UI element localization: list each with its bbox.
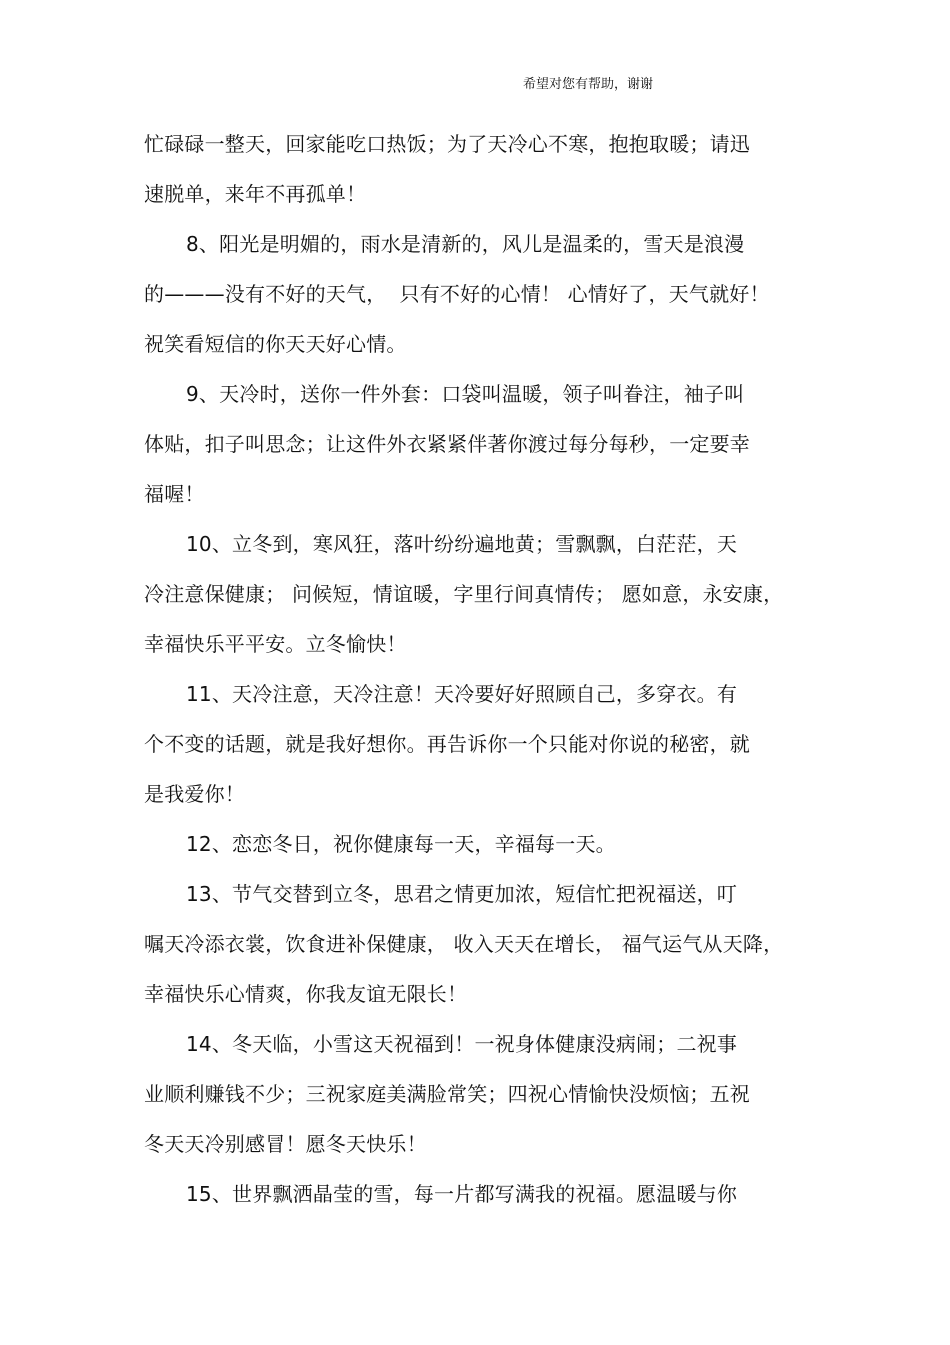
- paragraph-8-start: 8、阳光是明媚的，雨水是清新的，风儿是温柔的，雪天是浪漫: [186, 232, 745, 256]
- text-line: 速脱单，来年不再孤单！: [144, 182, 367, 206]
- text-line: 是我爱你！: [144, 782, 245, 806]
- paragraph-15-start: 15、世界飘洒晶莹的雪，每一片都写满我的祝福。愿温暖与你: [186, 1182, 738, 1206]
- paragraph-14-start: 14、冬天临，小雪这天祝福到！一祝身体健康没病闹；二祝事: [186, 1032, 738, 1056]
- paragraph-11-start: 11、天冷注意，天冷注意！天冷要好好照顾自己，多穿衣。有: [186, 682, 738, 706]
- text-line: 忙碌碌一整天，回家能吃口热饭；为了天冷心不寒，抱抱取暖；请迅: [144, 132, 750, 156]
- text-line: 福喔！: [144, 482, 205, 506]
- text-line: 的———没有不好的天气， 只有不好的心情！ 心情好了，天气就好！: [144, 282, 770, 306]
- text-line: 冬天天冷别感冒！愿冬天快乐！: [144, 1132, 427, 1156]
- text-line: 个不变的话题，就是我好想你。再告诉你一个只能对你说的秘密，就: [144, 732, 750, 756]
- text-line: 幸福快乐心情爽，你我友谊无限长！: [144, 982, 468, 1006]
- paragraph-13-start: 13、节气交替到立冬，思君之情更加浓，短信忙把祝福送，叮: [186, 882, 738, 906]
- paragraph-12: 12、恋恋冬日，祝你健康每一天，辛福每一天。: [186, 832, 616, 856]
- text-line: 嘱天冷添衣裳，饮食进补保健康， 收入天天在增长， 福气运气从天降，: [144, 932, 784, 956]
- paragraph-9-start: 9、天冷时，送你一件外套：口袋叫温暖，领子叫眷注，袖子叫: [186, 382, 745, 406]
- text-line: 业顺利赚钱不少；三祝家庭美满脸常笑；四祝心情愉快没烦恼；五祝: [144, 1082, 750, 1106]
- paragraph-10-start: 10、立冬到，寒风狂，落叶纷纷遍地黄；雪飘飘，白茫茫，天: [186, 532, 738, 556]
- text-line: 冷注意保健康； 问候短，情谊暖，字里行间真情传； 愿如意，永安康，: [144, 582, 784, 606]
- text-line: 体贴，扣子叫思念；让这件外衣紧紧伴著你渡过每分每秒，一定要幸: [144, 432, 750, 456]
- text-line: 幸福快乐平平安。立冬愉快！: [144, 632, 407, 656]
- text-line: 祝笑看短信的你天天好心情。: [144, 332, 407, 356]
- page-header-note: 希望对您有帮助，谢谢: [523, 77, 654, 92]
